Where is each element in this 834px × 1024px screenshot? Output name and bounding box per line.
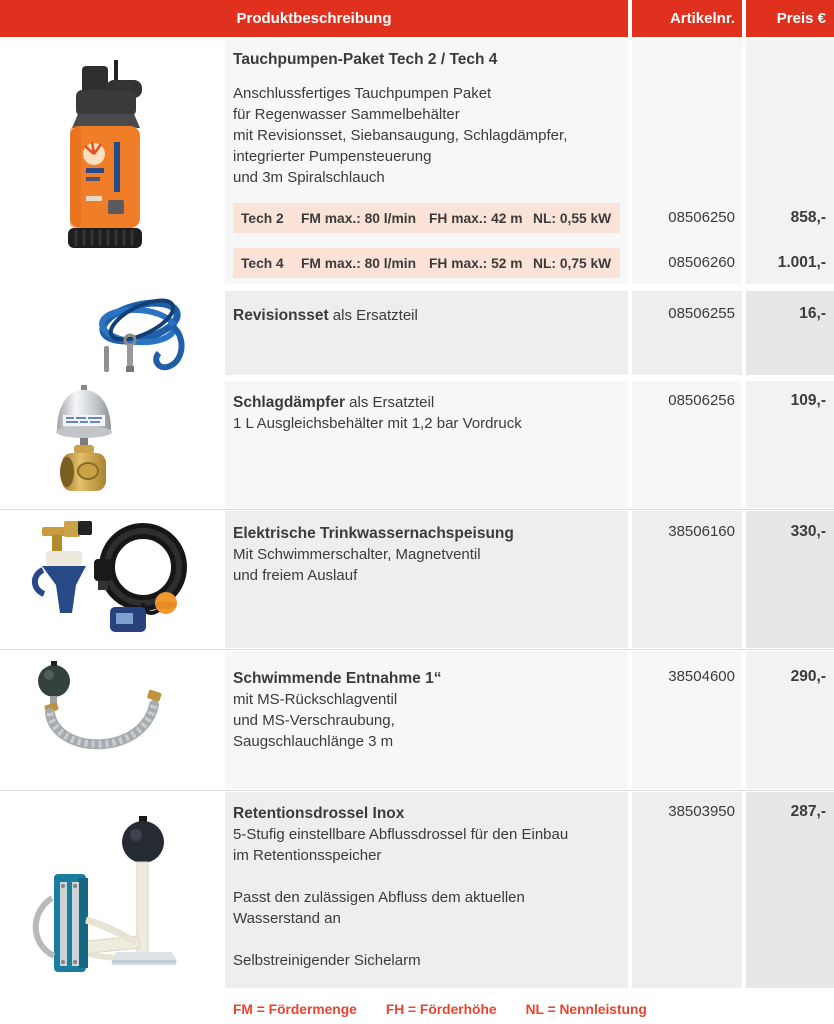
table-row — [0, 792, 834, 988]
product-description-line: und freiem Auslauf — [233, 567, 358, 584]
product-image-trinkwassernachspeisung — [28, 515, 193, 650]
variant-fh: FH max.: 42 m — [429, 210, 523, 226]
price-value: 16,- — [746, 291, 834, 375]
product-description-line: im Retentionsspeicher — [233, 847, 382, 864]
table-row — [0, 40, 834, 284]
table-row — [0, 291, 834, 375]
product-image-schlagdaempfer — [52, 385, 116, 508]
product-image-retentionsdrossel — [20, 802, 185, 987]
product-description-line: und MS-Verschraubung, — [233, 712, 395, 729]
article-number: 08506255 — [632, 291, 742, 375]
variant-name: Tech 2 — [241, 210, 284, 226]
product-description-line: Passt den zulässigen Abfluss dem aktuellen — [233, 889, 525, 906]
product-description-line — [233, 929, 618, 950]
product-title: Schwimmende Entnahme 1“ — [233, 670, 442, 687]
variant-row-tech4 — [233, 248, 620, 278]
price-value: 290,- — [746, 651, 834, 789]
product-description-line: Mit Schwimmerschalter, Magnetventil — [233, 546, 481, 563]
article-number: 08506260 — [668, 254, 735, 271]
product-description-line: für Regenwasser Sammelbehälter — [233, 106, 460, 123]
legend-item-fh: FH = Förderhöhe — [385, 1002, 497, 1017]
variant-nl: NL: 0,75 kW — [533, 255, 612, 271]
variant-fh: FH max.: 52 m — [429, 255, 523, 271]
header-product-column: Produktbeschreibung — [0, 0, 628, 37]
product-description-line: Wasserstand an — [233, 910, 341, 927]
table-row — [0, 651, 834, 789]
product-description-line: mit MS-Rückschlagventil — [233, 691, 398, 708]
variant-name: Tech 4 — [241, 255, 284, 271]
product-description-line: mit Revisionsset, Siebansaugung, Schlagdämpfer, — [233, 127, 568, 144]
product-description-line: und 3m Spiralschlauch — [233, 169, 385, 186]
legend-item-nl: NL = Nennleistung — [525, 1002, 647, 1017]
variant-nl: NL: 0,55 kW — [533, 210, 612, 226]
product-image-schwimmende-entnahme — [20, 659, 180, 772]
article-number: 08506256 — [632, 381, 742, 508]
price-value: 287,- — [746, 792, 834, 988]
product-title: Schlagdämpfer — [233, 394, 345, 411]
header-article-column: Artikelnr. — [632, 0, 742, 37]
product-title: Tauchpumpen-Paket Tech 2 / Tech 4 — [233, 51, 498, 68]
product-image-revisionsset — [92, 294, 192, 379]
price-value: 109,- — [746, 381, 834, 508]
price-value: 1.001,- — [777, 254, 826, 271]
variant-fm: FM max.: 80 l/min — [301, 210, 417, 226]
product-title: Revisionsset — [233, 307, 329, 324]
product-title: Elektrische Trinkwassernachspeisung — [233, 525, 514, 542]
product-description — [233, 83, 618, 188]
product-title-suffix: als Ersatzteil — [344, 394, 435, 411]
product-description-line: 1 L Ausgleichsbehälter mit 1,2 bar Vordruck — [233, 415, 522, 432]
product-description-line — [233, 866, 618, 887]
table-row — [0, 511, 834, 648]
header-price-column: Preis € — [746, 0, 834, 37]
abbreviation-legend — [0, 988, 834, 1017]
article-number: 38503950 — [632, 792, 742, 988]
variant-fm: FM max.: 80 l/min — [301, 255, 417, 271]
article-number: 08506250 — [668, 209, 735, 226]
table-header — [0, 0, 834, 37]
product-description-line: integrierter Pumpensteuerung — [233, 148, 432, 165]
table-row — [0, 381, 834, 508]
product-description-line: 5-Stufig einstellbare Abflussdrossel für den Einbau — [233, 826, 569, 843]
article-number: 38504600 — [632, 651, 742, 789]
price-value: 330,- — [746, 511, 834, 648]
product-description-line: Saugschlauchlänge 3 m — [233, 733, 394, 750]
price-value: 858,- — [790, 209, 826, 226]
variant-row-tech2 — [233, 203, 620, 233]
product-title: Retentionsdrossel Inox — [233, 805, 405, 822]
product-description-line: Selbstreinigender Sichelarm — [233, 952, 421, 969]
legend-item-fm: FM = Fördermenge — [233, 1002, 357, 1017]
article-number: 38506160 — [632, 511, 742, 648]
product-image-tauchpumpe — [52, 58, 157, 258]
product-title-suffix: als Ersatzteil — [328, 307, 418, 324]
product-description-line: Anschlussfertiges Tauchpumpen Paket — [233, 85, 492, 102]
